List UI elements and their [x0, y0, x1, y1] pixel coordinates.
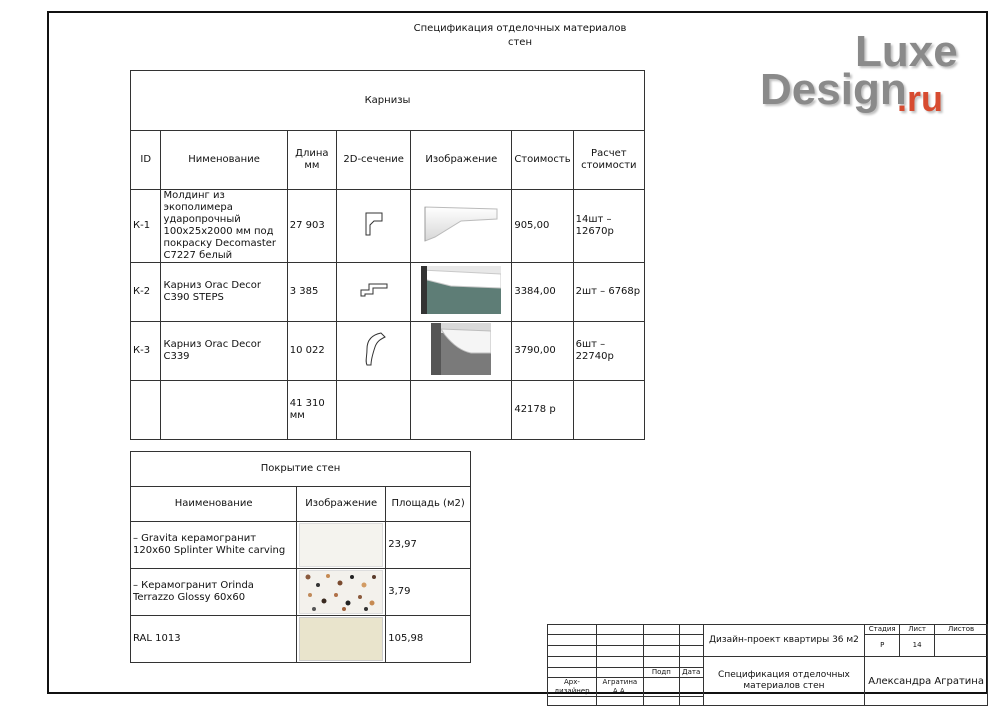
author-name: Александра Агратина	[865, 657, 988, 706]
profile-section-icon	[337, 322, 411, 381]
col-calc: Расчет стоимости	[573, 131, 644, 190]
profile-section-icon	[337, 263, 411, 322]
table-row	[131, 616, 471, 663]
title-block	[547, 624, 988, 694]
cornices-table	[130, 70, 645, 440]
page-title-line1: Спецификация отделочных материалов	[413, 23, 627, 34]
stage-label: Стадия	[865, 625, 900, 635]
cell-price: 3384,00	[512, 263, 573, 322]
logo-word-design: Design	[760, 65, 907, 114]
person-label: Агратина А.А.	[596, 678, 643, 697]
col-length: Длина мм	[287, 131, 336, 190]
col-name: Наименование	[131, 487, 297, 522]
date-label: Дата	[679, 668, 703, 678]
cell-name: Карниз Orac Decor C339	[161, 322, 287, 381]
project-title: Дизайн-проект квартиры 36 м2	[703, 625, 864, 657]
luxe-design-logo	[760, 27, 965, 120]
table-row	[131, 263, 645, 322]
cell-name: – Керамогранит Orinda Terrazzo Glossy 60х60	[131, 569, 297, 616]
cell-name: Молдинг из экополимера ударопрочный 100х25х2000 мм под покраску Decomaster C7227 белый	[161, 190, 287, 263]
logo-word-luxe: Luxe	[855, 27, 958, 76]
totals-row	[131, 381, 645, 440]
page-title	[380, 22, 660, 50]
cell-id: К-2	[131, 263, 161, 322]
col-name: Нименование	[161, 131, 287, 190]
cell-area: 3,79	[386, 569, 471, 616]
swatch-white	[299, 523, 383, 567]
col-area: Площадь (м2)	[386, 487, 471, 522]
title-block-table	[547, 624, 988, 706]
col-image: Изображение	[297, 487, 386, 522]
cornices-heading: Карнизы	[131, 71, 645, 131]
sheet-value: 14	[900, 635, 935, 657]
profile-section-icon	[337, 190, 411, 263]
table-row	[131, 190, 645, 263]
sheets-label: Листов	[935, 625, 988, 635]
cell-calc: 6шт – 22740р	[573, 322, 644, 381]
cell-id: К-3	[131, 322, 161, 381]
moulding-render-icon	[411, 190, 512, 263]
cornice-render-icon	[411, 322, 512, 381]
paint-swatch	[297, 616, 386, 663]
cell-length: 27 903	[287, 190, 336, 263]
sheet-title: Спецификация отделочных материалов стен	[703, 657, 864, 706]
cell-id: К-1	[131, 190, 161, 263]
table-row	[131, 522, 471, 569]
cornice-render-icon	[411, 263, 512, 322]
cell-calc: 2шт – 6768р	[573, 263, 644, 322]
col-price: Стоимость	[512, 131, 573, 190]
logo-word-ru: .ru	[897, 78, 944, 119]
sign-label: Подп	[643, 668, 679, 678]
sheet-label: Лист	[900, 625, 935, 635]
swatch-ral-1013	[299, 617, 383, 661]
wall-coverings-table	[130, 451, 471, 663]
role-label: Арх-дизайнер	[548, 678, 597, 697]
cell-area: 105,98	[386, 616, 471, 663]
terrazzo-swatch	[297, 569, 386, 616]
stage-value: Р	[865, 635, 900, 657]
cell-length: 3 385	[287, 263, 336, 322]
col-image: Изображение	[411, 131, 512, 190]
cell-length: 10 022	[287, 322, 336, 381]
cell-calc: 14шт – 12670р	[573, 190, 644, 263]
walls-heading: Покрытие стен	[131, 452, 471, 487]
total-length: 41 310 мм	[287, 381, 336, 440]
col-section: 2D-сечение	[337, 131, 411, 190]
cell-name: RAL 1013	[131, 616, 297, 663]
tile-swatch	[297, 522, 386, 569]
table-row	[131, 569, 471, 616]
total-price: 42178 р	[512, 381, 573, 440]
page-title-line2: стен	[507, 37, 532, 48]
cell-area: 23,97	[386, 522, 471, 569]
cell-price: 3790,00	[512, 322, 573, 381]
cell-price: 905,00	[512, 190, 573, 263]
cell-name: Карниз Orac Decor C390 STEPS	[161, 263, 287, 322]
table-row	[131, 322, 645, 381]
cell-name: – Gravita керамогранит 120х60 Splinter White carving	[131, 522, 297, 569]
col-id: ID	[131, 131, 161, 190]
